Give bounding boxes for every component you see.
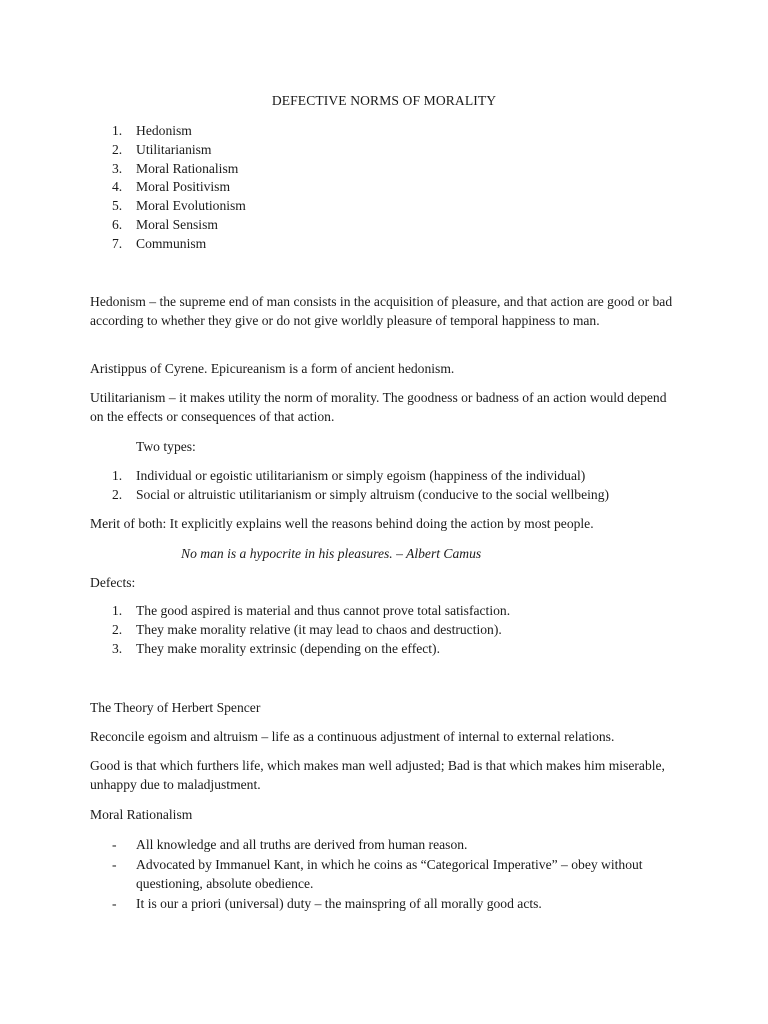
list-text: Individual or egoistic utilitarianism or simply egoism (happiness of the individual) xyxy=(136,468,586,483)
list-text: Social or altruistic utilitarianism or simply altruism (conducive to the social wellbeing) xyxy=(136,487,610,502)
list-label: Moral Evolutionism xyxy=(136,198,246,214)
list-item xyxy=(112,121,246,140)
list-label: Hedonism xyxy=(136,123,192,138)
aristippus-paragraph: Aristippus of Cyrene. Epicureanism is a form of ancient hedonism. xyxy=(90,361,455,376)
types-list xyxy=(112,466,672,504)
list-dash: - xyxy=(112,896,117,911)
list-item xyxy=(112,855,672,894)
list-item xyxy=(112,215,246,234)
list-item xyxy=(112,620,672,639)
rationalism-heading: Moral Rationalism xyxy=(90,807,193,822)
list-label: Moral Positivism xyxy=(136,179,231,195)
defects-list xyxy=(112,601,672,658)
list-item xyxy=(112,601,672,620)
list-number: 2. xyxy=(112,622,123,637)
hedonism-definition: Hedonism – the supreme end of man consists in the acquisition of pleasure, and that action are good or bad according to whether they give or do not give worldly pleasure of temporal happiness to man. xyxy=(90,294,673,328)
list-item xyxy=(112,196,246,215)
list-number: 1. xyxy=(112,123,123,138)
list-dash: - xyxy=(112,837,117,852)
list-label: Moral Rationalism xyxy=(136,160,239,176)
page-title: DEFECTIVE NORMS OF MORALITY xyxy=(271,93,497,108)
list-number: 3. xyxy=(112,641,123,656)
spencer-reconcile: Reconcile egoism and altruism – life as a continuous adjustment of internal to external relations. xyxy=(90,729,615,744)
list-label: Utilitarianism xyxy=(136,141,212,157)
list-label: Moral Sensism xyxy=(136,216,218,232)
list-label: Communism xyxy=(136,235,207,251)
list-number: 7. xyxy=(112,235,123,251)
quote: No man is a hypocrite in his pleasures. – Albert Camus xyxy=(181,546,482,561)
list-text: It is our a priori (universal) duty – the mainspring of all morally good acts. xyxy=(136,896,542,911)
list-number: 1. xyxy=(112,603,123,618)
list-item xyxy=(112,140,246,159)
list-item xyxy=(112,234,246,253)
list-number: 6. xyxy=(112,216,123,232)
list-text: Advocated by Immanuel Kant, in which he coins as “Categorical Imperative” – obey without questioning, absolute obedience. xyxy=(136,857,643,891)
list-number: 1. xyxy=(112,468,123,483)
list-number: 2. xyxy=(112,141,123,157)
spencer-heading: The Theory of Herbert Spencer xyxy=(90,700,261,715)
list-item xyxy=(112,177,246,196)
merit-paragraph: Merit of both: It explicitly explains well the reasons behind doing the action by most people. xyxy=(90,516,594,531)
list-text: All knowledge and all truths are derived from human reason. xyxy=(136,837,468,852)
list-item xyxy=(112,639,672,658)
rationalism-list xyxy=(112,835,672,914)
list-item xyxy=(112,466,672,485)
utilitarianism-definition: Utilitarianism – it makes utility the norm of morality. The goodness or badness of an action would depend on the effects or consequences of that action. xyxy=(90,390,667,424)
list-number: 3. xyxy=(112,160,123,176)
defects-label: Defects: xyxy=(90,575,136,590)
norms-list xyxy=(112,121,246,253)
two-types-label: Two types: xyxy=(136,439,196,454)
list-number: 4. xyxy=(112,179,123,195)
spencer-good: Good is that which furthers life, which makes man well adjusted; Bad is that which makes him miserable, unhappy due to maladjustment. xyxy=(90,758,665,792)
list-dash: - xyxy=(112,857,117,872)
list-text: The good aspired is material and thus cannot prove total satisfaction. xyxy=(136,603,511,618)
list-number: 5. xyxy=(112,198,123,214)
list-item xyxy=(112,485,672,504)
list-text: They make morality extrinsic (depending on the effect). xyxy=(136,641,440,656)
list-number: 2. xyxy=(112,487,123,502)
list-item xyxy=(112,835,672,855)
list-item xyxy=(112,159,246,178)
list-text: They make morality relative (it may lead to chaos and destruction). xyxy=(136,622,502,637)
list-item xyxy=(112,894,672,914)
